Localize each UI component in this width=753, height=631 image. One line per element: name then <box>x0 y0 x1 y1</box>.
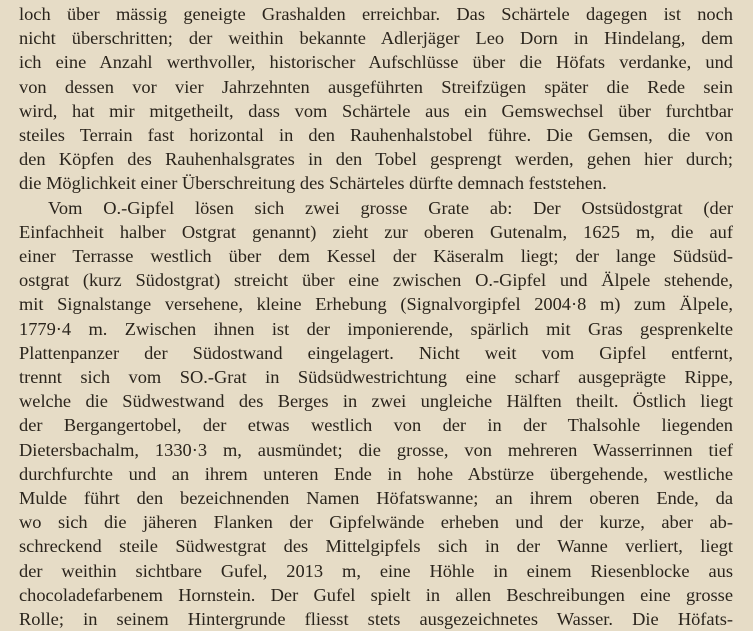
text-line: wird, hat mir mitgetheilt, dass vom Schärtele aus ein Gemswechsel über furchtbar <box>19 100 733 121</box>
text-line: den Köpfen des Rauhenhalsgrates in den Tobel gesprengt werden, gehen hier durch; <box>19 149 733 170</box>
text-line: Plattenpanzer der Südostwand eingelagert. Nicht weit vom Gipfel entfernt, <box>19 342 733 363</box>
text-line: Rolle; in seinem Hintergrunde fliesst stets ausgezeichnetes Wasser. Die Höfats- <box>19 609 733 630</box>
text-line: trennt sich vom SO.-Grat in Südsüdwestrichtung eine scharf ausgeprägte Rippe, <box>19 367 733 388</box>
text-line: Vom O.-Gipfel lösen sich zwei grosse Grate ab: Der Ostsüdostgrat (der <box>48 197 733 218</box>
text-line: einer Terrasse westlich über dem Kessel der Käseralm liegt; der lange Südsüd- <box>19 246 733 267</box>
text-line: die Möglichkeit einer Überschreitung des Schärteles dürfte demnach feststehen. <box>19 173 607 194</box>
text-line: mit Signalstange versehene, kleine Erhebung (Signalvorgipfel 2004·8 m) zum Älpele, <box>19 294 733 315</box>
text-line: Einfachheit halber Ostgrat genannt) zieht zur oberen Gutenalm, 1625 m, die auf <box>19 221 733 242</box>
text-line: chocoladefarbenem Hornstein. Der Gufel spielt in allen Beschreibungen eine grosse <box>19 584 733 605</box>
text-line: schreckend steile Südwestgrat des Mittelgipfels sich in der Wanne verliert, liegt <box>19 536 733 557</box>
text-line: Dietersbachalm, 1330·3 m, ausmündet; die grosse, von mehreren Wasserrinnen tief <box>19 439 733 460</box>
text-line: welche die Südwestwand des Berges in zwei ungleiche Hälften theilt. Östlich liegt <box>19 391 733 412</box>
text-line: ostgrat (kurz Südostgrat) streicht über eine zwischen O.-Gipfel und Älpele stehende, <box>19 270 733 291</box>
text-line: loch über mässig geneigte Grashalden erreichbar. Das Schärtele dagegen ist noch <box>19 4 733 24</box>
text-line: durchfurchte und an ihrem unteren Ende in hohe Abstürze übergehende, westliche <box>19 463 733 484</box>
text-line: der Bergangertobel, der etwas westlich von der in der Thalsohle liegenden <box>19 415 733 436</box>
body-text <box>19 2 733 631</box>
text-line: Mulde führt den bezeichnenden Namen Höfatswanne; an ihrem oberen Ende, da <box>19 488 733 509</box>
text-line: wo sich die jäheren Flanken der Gipfelwände erheben und der kurze, aber ab- <box>19 512 733 533</box>
text-line: 1779·4 m. Zwischen ihnen ist der imponierende, spärlich mit Gras gesprenkelte <box>19 318 733 339</box>
text-line: nicht überschritten; der weithin bekannte Adlerjäger Leo Dorn in Hindelang, dem <box>19 28 733 49</box>
text-line: von dessen vor vier Jahrzehnten ausgeführten Streifzügen später die Rede sein <box>19 76 733 97</box>
text-line: ich eine Anzahl werthvoller, historischer Aufschlüsse über die Höfats verdanke, und <box>19 52 733 73</box>
text-line: steiles Terrain fast horizontal in den Rauhenhalstobel führe. Die Gemsen, die von <box>19 125 733 146</box>
text-line: der weithin sichtbare Gufel, 2013 m, eine Höhle in einem Riesenblocke aus <box>19 560 733 581</box>
